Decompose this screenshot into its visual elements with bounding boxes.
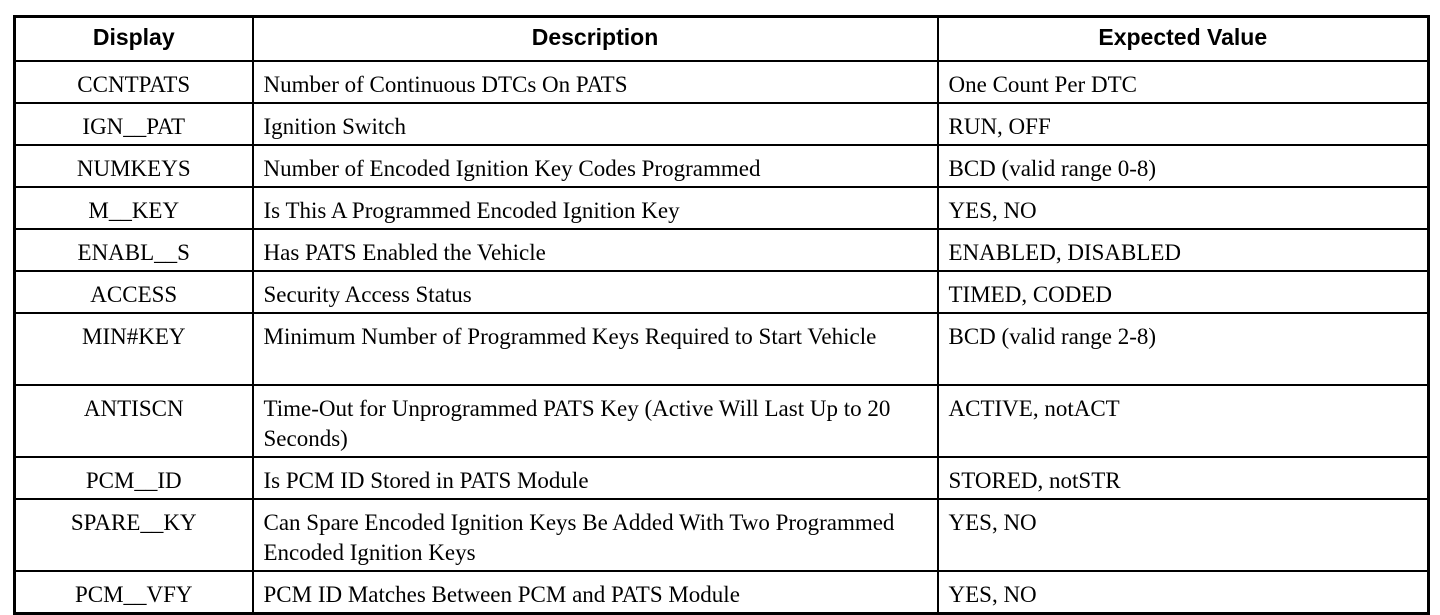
- display-cell: PCM__VFY: [15, 571, 253, 614]
- header-row: [15, 17, 1429, 61]
- description-cell: Has PATS Enabled the Vehicle: [253, 229, 938, 271]
- description-cell: Security Access Status: [253, 271, 938, 313]
- description-cell: Is This A Programmed Encoded Ignition Key: [253, 187, 938, 229]
- table-row: [15, 499, 1429, 571]
- description-cell: Can Spare Encoded Ignition Keys Be Added With Two Programmed Encoded Ignition Keys: [253, 499, 938, 571]
- expected-value-cell: RUN, OFF: [938, 103, 1429, 145]
- pats-parameter-table: [13, 15, 1430, 615]
- expected-value-cell: YES, NO: [938, 571, 1429, 614]
- expected-value-cell: BCD (valid range 2-8): [938, 313, 1429, 385]
- expected-value-cell: ENABLED, DISABLED: [938, 229, 1429, 271]
- display-cell: ANTISCN: [15, 385, 253, 457]
- table-row: [15, 313, 1429, 385]
- table-row: [15, 187, 1429, 229]
- expected-value-cell: ACTIVE, notACT: [938, 385, 1429, 457]
- display-cell: ENABL__S: [15, 229, 253, 271]
- display-cell: M__KEY: [15, 187, 253, 229]
- table-row: [15, 61, 1429, 103]
- description-cell: PCM ID Matches Between PCM and PATS Module: [253, 571, 938, 614]
- table-row: [15, 229, 1429, 271]
- description-cell: Number of Continuous DTCs On PATS: [253, 61, 938, 103]
- display-cell: ACCESS: [15, 271, 253, 313]
- expected-value-cell: TIMED, CODED: [938, 271, 1429, 313]
- display-cell: SPARE__KY: [15, 499, 253, 571]
- header-display: Display: [15, 17, 253, 61]
- table-row: [15, 145, 1429, 187]
- description-cell: Is PCM ID Stored in PATS Module: [253, 457, 938, 499]
- description-cell: Time-Out for Unprogrammed PATS Key (Active Will Last Up to 20 Seconds): [253, 385, 938, 457]
- expected-value-cell: One Count Per DTC: [938, 61, 1429, 103]
- table-row: [15, 271, 1429, 313]
- header-description: Description: [253, 17, 938, 61]
- description-cell: Number of Encoded Ignition Key Codes Programmed: [253, 145, 938, 187]
- display-cell: IGN__PAT: [15, 103, 253, 145]
- display-cell: PCM__ID: [15, 457, 253, 499]
- table-row: [15, 103, 1429, 145]
- expected-value-cell: BCD (valid range 0-8): [938, 145, 1429, 187]
- header-expected-value: Expected Value: [938, 17, 1429, 61]
- table-row: [15, 571, 1429, 614]
- table-row: [15, 457, 1429, 499]
- display-cell: CCNTPATS: [15, 61, 253, 103]
- expected-value-cell: STORED, notSTR: [938, 457, 1429, 499]
- display-cell: NUMKEYS: [15, 145, 253, 187]
- description-cell: Ignition Switch: [253, 103, 938, 145]
- description-cell: Minimum Number of Programmed Keys Required to Start Vehicle: [253, 313, 938, 385]
- table-row: [15, 385, 1429, 457]
- expected-value-cell: YES, NO: [938, 187, 1429, 229]
- display-cell: MIN#KEY: [15, 313, 253, 385]
- expected-value-cell: YES, NO: [938, 499, 1429, 571]
